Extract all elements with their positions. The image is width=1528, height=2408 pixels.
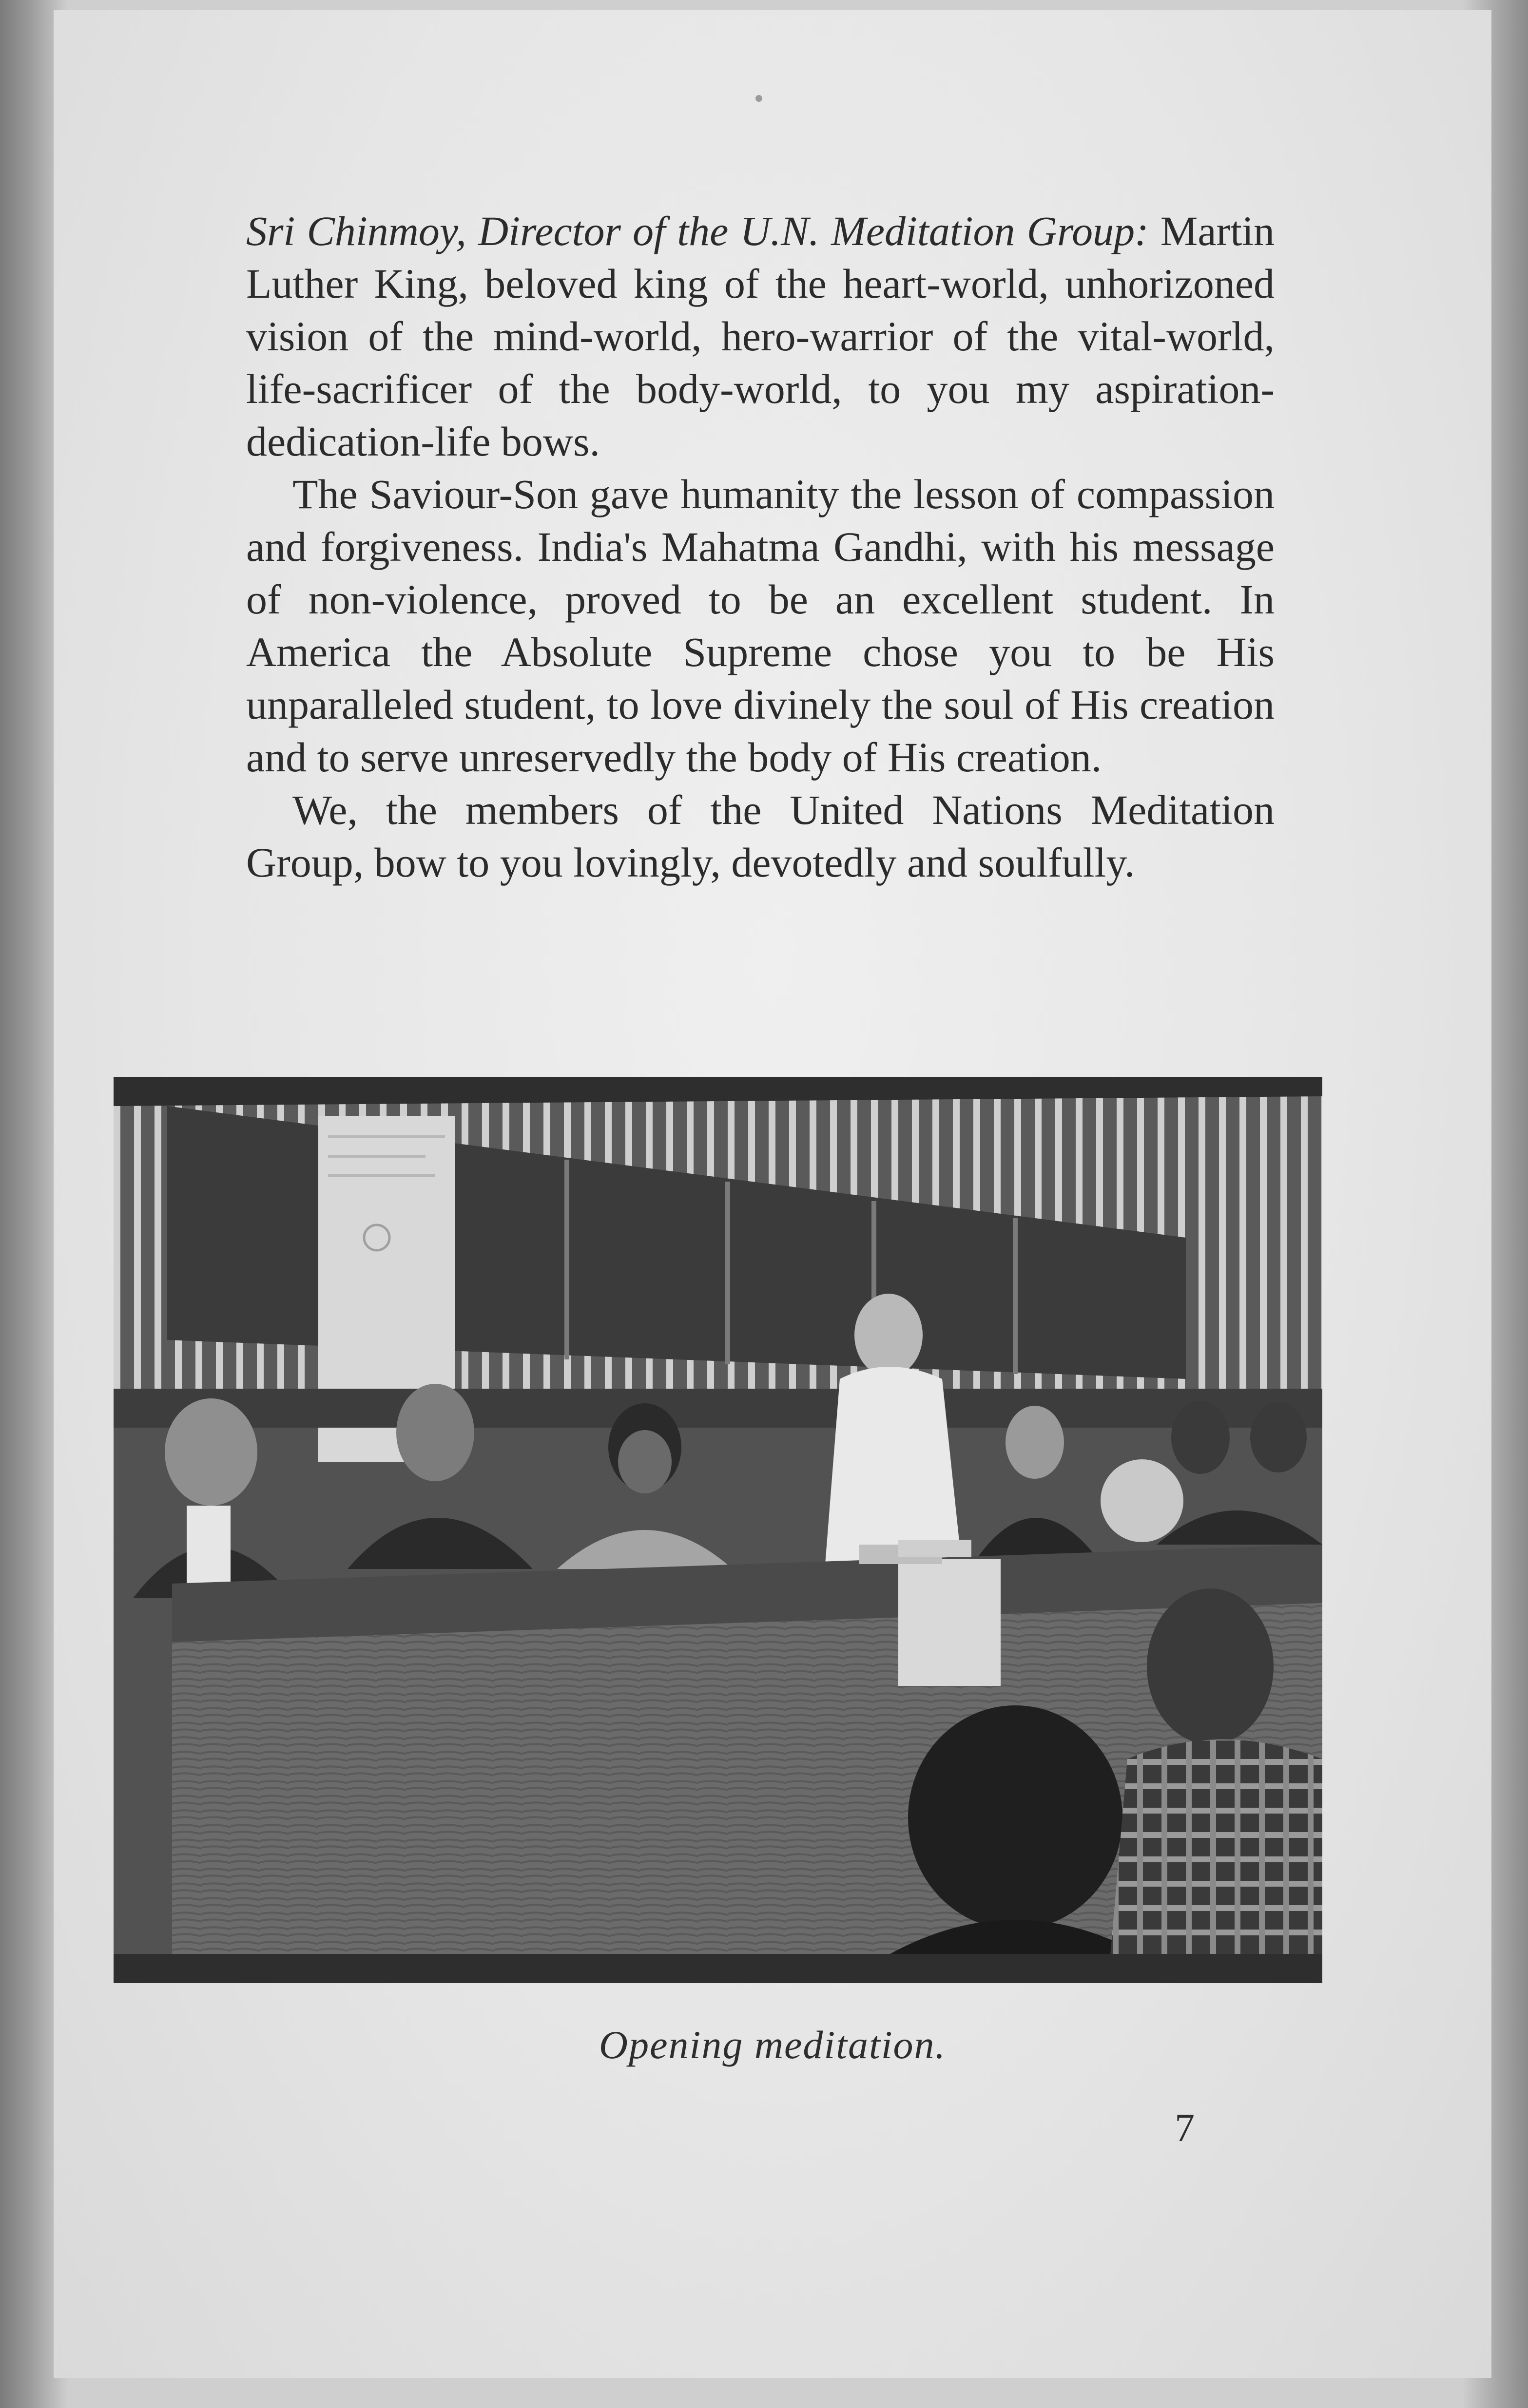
paper-speck <box>755 95 762 102</box>
paragraph-3: We, the members of the United Nations Meditation Group, bow to you lovingly, devotedly and soulfully. <box>246 786 1275 886</box>
article-body <box>246 205 1275 889</box>
book-page <box>54 10 1491 2378</box>
meeting-photo <box>114 1077 1322 1983</box>
photo-caption: Opening meditation. <box>599 2023 947 2067</box>
speaker-name: Sri Chinmoy, Director of the U.N. Meditation Group: <box>246 208 1149 254</box>
meeting-photo-drawing <box>114 1077 1322 1983</box>
page-number: 7 <box>1175 2105 1195 2150</box>
paragraph-1 <box>246 205 1275 468</box>
paragraph-1-text: Martin Luther King, beloved king of the heart-world, unhorizoned vision of the mind-world, hero-warrior of the vital-world, life-sacrificer of the body-world, to you my aspiration-dedication-life bows. <box>246 208 1275 465</box>
paragraph-2: The Saviour-Son gave humanity the lesson of compassion and forgiveness. India's Mahatma Gandhi, with his message of non-violence, proved to be an excellent student. In America the Absolute Supreme chose you to be His unparalleled student, to love divinely the soul of His creation and to serve unreservedly the body of His creation. <box>246 471 1275 781</box>
